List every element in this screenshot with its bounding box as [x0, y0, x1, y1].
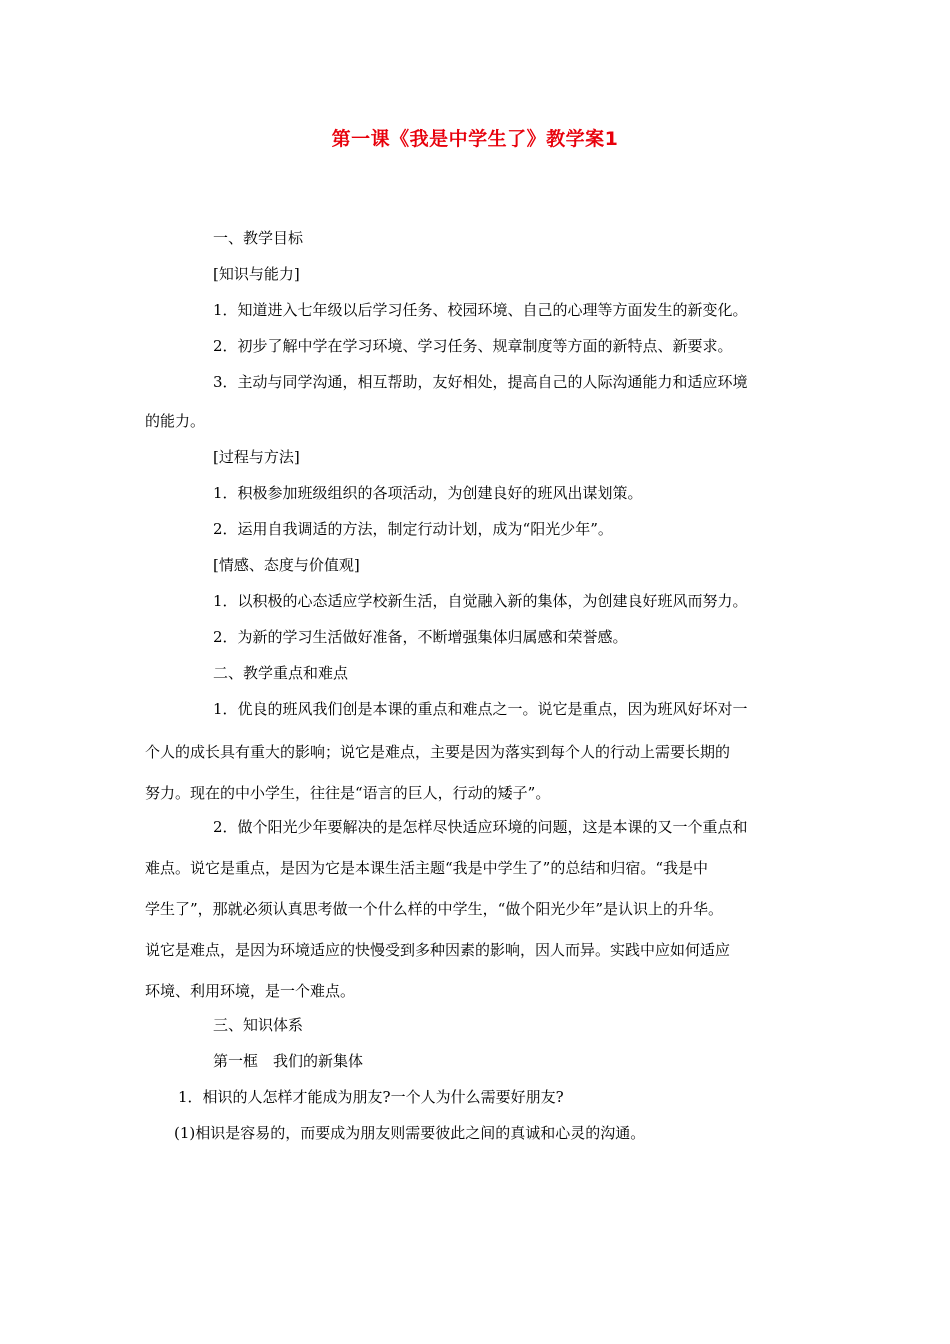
- paragraph-line: 2．运用自我调适的方法，制定行动计划，成为“阳光少年”。: [213, 520, 613, 538]
- paragraph-line: 环境、利用环境，是一个难点。: [145, 982, 356, 1000]
- paragraph-line: 1．优良的班风我们创是本课的重点和难点之一。说它是重点，因为班风好坏对一: [213, 700, 748, 718]
- paragraph-line: 说它是难点，是因为环境适应的快慢受到多种因素的影响，因人而异。实践中应如何适应: [145, 941, 731, 959]
- heading-teaching-goals: 一、教学目标: [213, 229, 304, 247]
- paragraph-line: 1．知道进入七年级以后学习任务、校园环境、自己的心理等方面发生的新变化。: [213, 301, 748, 319]
- paragraph-line: 努力。现在的中小学生，往往是“语言的巨人，行动的矮子”。: [145, 784, 551, 802]
- paragraph-line: 2．做个阳光少年要解决的是怎样尽快适应环境的问题，这是本课的又一个重点和: [213, 818, 748, 836]
- paragraph-line: 学生了”，那就必须认真思考做一个什么样的中学生，“做个阳光少年”是认识上的升华。: [145, 900, 724, 918]
- paragraph-line: 2．初步了解中学在学习环境、学习任务、规章制度等方面的新特点、新要求。: [213, 337, 733, 355]
- heading-knowledge-system: 三、知识体系: [213, 1016, 304, 1034]
- paragraph-line: 1．积极参加班级组织的各项活动，为创建良好的班风出谋划策。: [213, 484, 643, 502]
- paragraph-line: 1．以积极的心态适应学校新生活，自觉融入新的集体，为创建良好班风而努力。: [213, 592, 748, 610]
- subheading-first-frame: 第一框 我们的新集体: [213, 1052, 364, 1070]
- paragraph-line: 1．相识的人怎样才能成为朋友?一个人为什么需要好朋友?: [178, 1088, 564, 1106]
- paragraph-line: 2．为新的学习生活做好准备，不断增强集体归属感和荣誉感。: [213, 628, 628, 646]
- paragraph-line: 3．主动与同学沟通，相互帮助，友好相处，提高自己的人际沟通能力和适应环境: [213, 373, 748, 391]
- paragraph-line: 个人的成长具有重大的影响；说它是难点，主要是因为落实到每个人的行动上需要长期的: [145, 743, 731, 761]
- subheading-process-method: [过程与方法]: [213, 448, 300, 466]
- heading-key-points: 二、教学重点和难点: [213, 664, 349, 682]
- paragraph-line: (1)相识是容易的，而要成为朋友则需要彼此之间的真诚和心灵的沟通。: [174, 1124, 646, 1142]
- paragraph-line: 难点。说它是重点，是因为它是本课生活主题“我是中学生了”的总结和归宿。“我是中: [145, 859, 709, 877]
- subheading-knowledge-ability: [知识与能力]: [213, 265, 300, 283]
- document-title: 第一课《我是中学生了》教学案1: [331, 128, 619, 150]
- subheading-emotion-attitude: [情感、态度与价值观]: [213, 556, 360, 574]
- paragraph-line: 的能力。: [145, 412, 206, 430]
